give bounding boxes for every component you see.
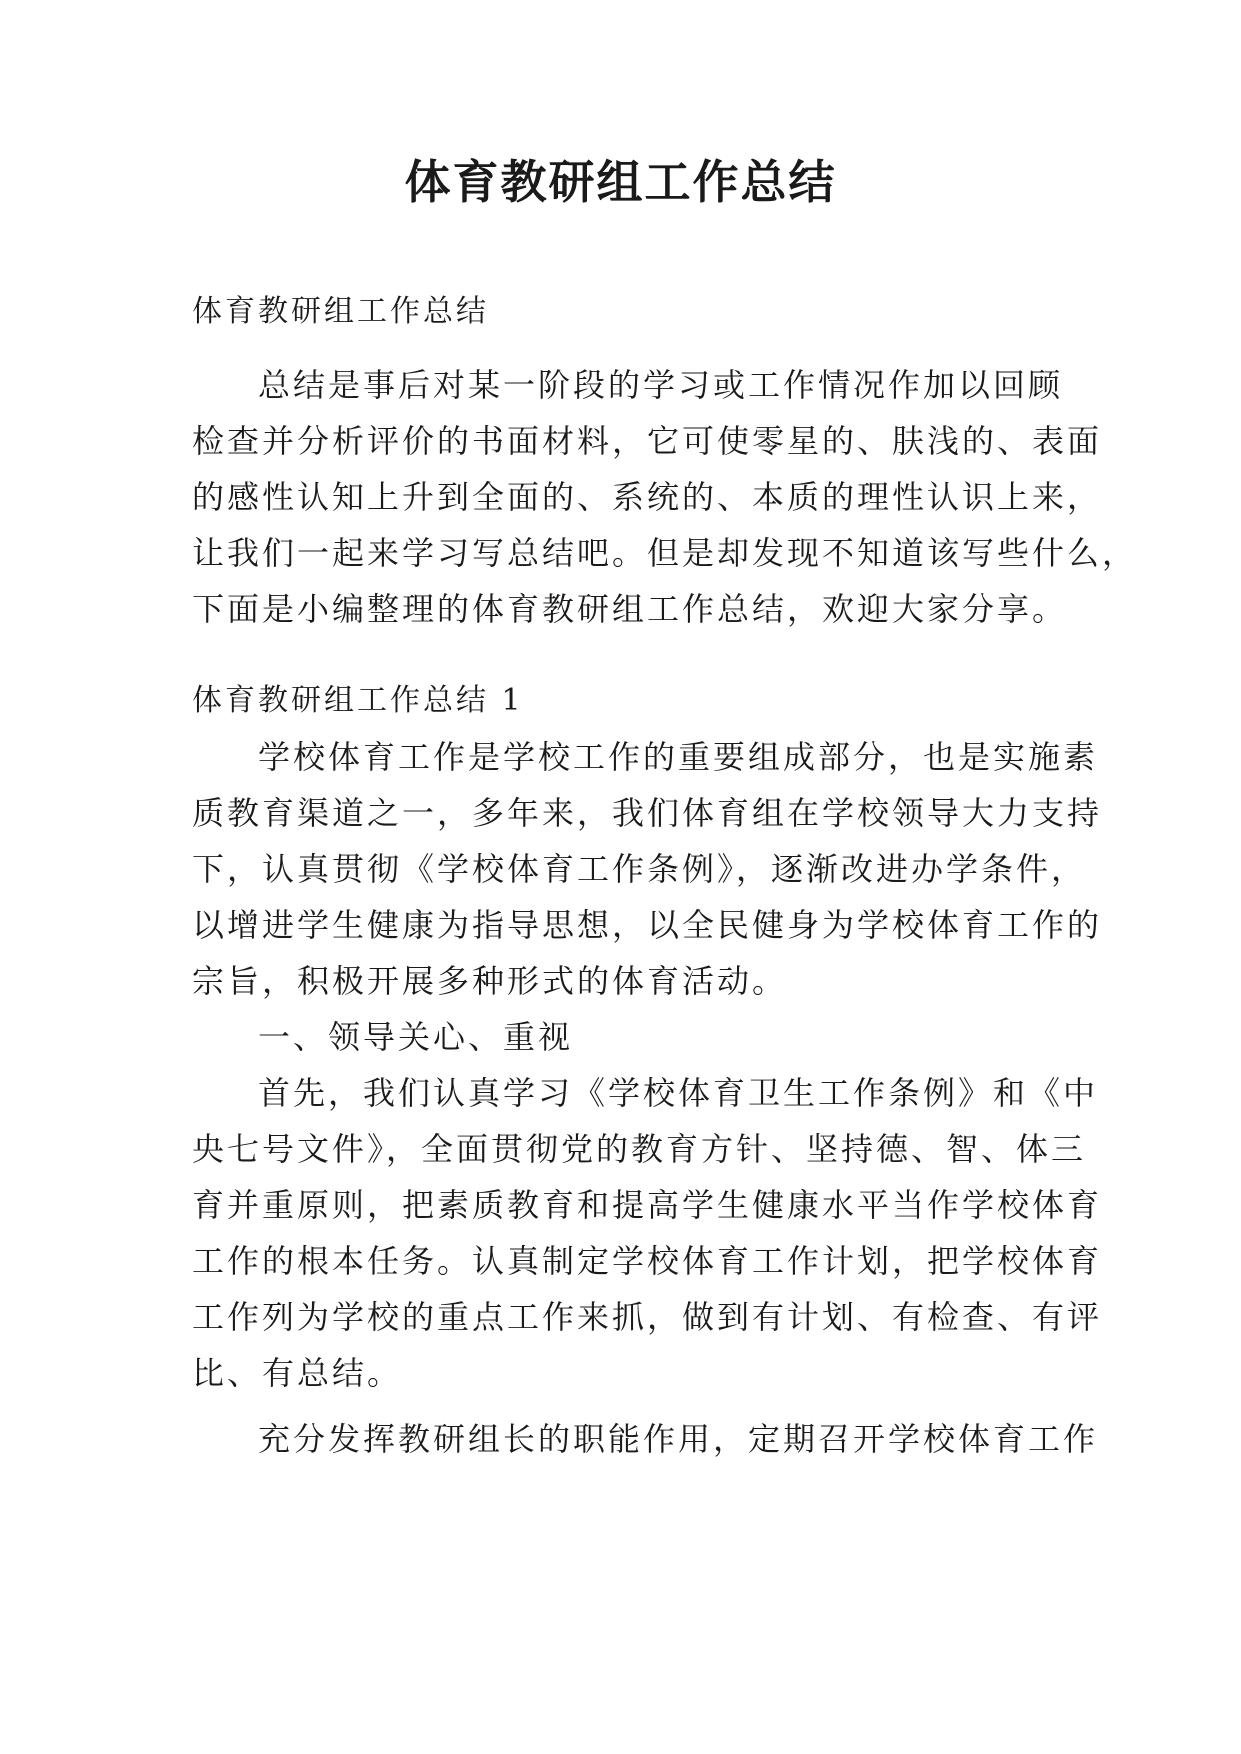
paragraph-line: 工作的根本任务。认真制定学校体育工作计划，把学校体育 — [192, 1242, 1103, 1280]
subheading-leadership: 一、领导关心、重视 — [258, 1018, 574, 1056]
document-title: 体育教研组工作总结 — [404, 155, 837, 209]
intro-line: 让我们一起来学习写总结吧。但是却发现不知道该写些什么， — [192, 534, 1138, 572]
paragraph-line: 首先，我们认真学习《学校体育卫生工作条例》和《中 — [258, 1074, 1099, 1112]
paragraph-line: 育并重原则，把素质教育和提高学生健康水平当作学校体育 — [192, 1186, 1103, 1224]
intro-line: 检查并分析评价的书面材料，它可使零星的、肤浅的、表面 — [192, 422, 1103, 460]
paragraph-line: 工作列为学校的重点工作来抓，做到有计划、有检查、有评 — [192, 1298, 1103, 1336]
paragraph-line: 学校体育工作是学校工作的重要组成部分，也是实施素 — [258, 738, 1099, 776]
paragraph-line: 充分发挥教研组长的职能作用，定期召开学校体育工作 — [258, 1420, 1099, 1458]
intro-line: 的感性认知上升到全面的、系统的、本质的理性认识上来， — [192, 478, 1103, 516]
paragraph-line: 央七号文件》，全面贯彻党的教育方针、坚持德、智、体三 — [192, 1130, 1087, 1168]
document-subtitle: 体育教研组工作总结 — [192, 294, 489, 329]
paragraph-line: 下，认真贯彻《学校体育工作条例》，逐渐改进办学条件， — [192, 850, 1087, 888]
paragraph-line: 宗旨，积极开展多种形式的体育活动。 — [192, 962, 788, 1000]
paragraph-line: 比、有总结。 — [192, 1354, 403, 1392]
section-heading: 体育教研组工作总结 1 — [192, 683, 524, 718]
intro-line: 总结是事后对某一阶段的学习或工作情况作加以回顾 — [258, 366, 1064, 404]
intro-line: 下面是小编整理的体育教研组工作总结，欢迎大家分享。 — [192, 590, 1068, 628]
paragraph-line: 以增进学生健康为指导思想，以全民健身为学校体育工作的 — [192, 906, 1103, 944]
paragraph-line: 质教育渠道之一，多年来，我们体育组在学校领导大力支持 — [192, 794, 1103, 832]
